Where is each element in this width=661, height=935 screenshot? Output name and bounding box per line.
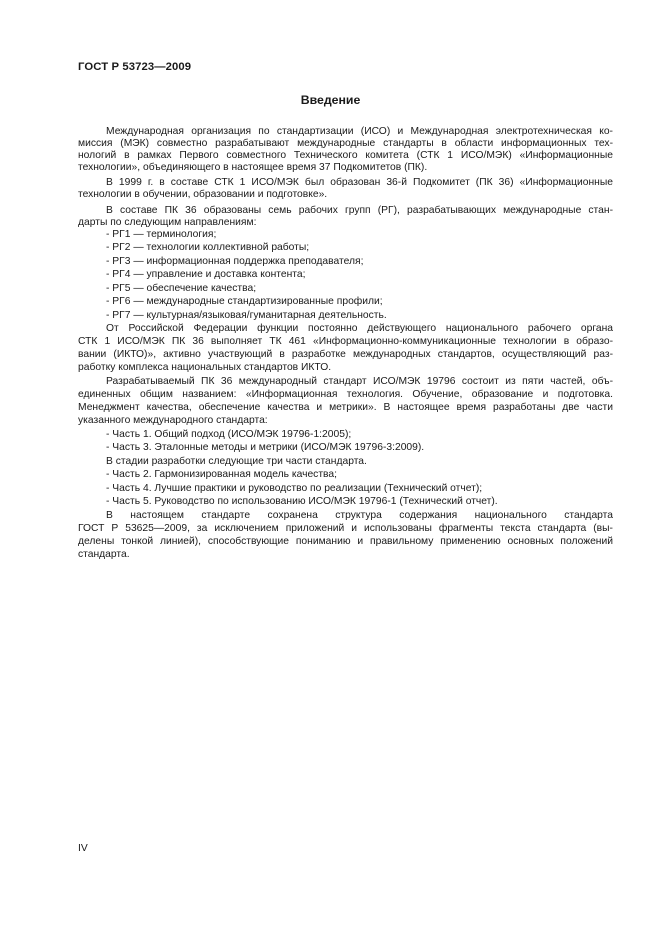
text-line: Международная организация по стандартизации (ИСО) и Международная электротехническая ко- (106, 126, 613, 137)
page-number: IV (78, 843, 88, 854)
list-item: - Часть 3. Эталонные методы и метрики (ИСО/МЭК 19796-3:2009). (106, 442, 425, 453)
text-line: работку комплекса национальных стандартов ИКТО. (78, 362, 332, 373)
text-line: технологии», объединяющего в настоящее время 37 Подкомитетов (ПК). (78, 162, 428, 173)
text-line: вании (ИКТО)», активно участвующий в разработке международных стандартов, осуществляющий раз- (78, 349, 613, 360)
list-item: - РГ6 — международные стандартизированные профили; (106, 296, 383, 307)
text-line: единенных общим названием: «Информационная технология. Обучение, образование и подготовка. (78, 389, 613, 400)
text-line: В настоящем стандарте сохранена структура содержания национального стандарта (106, 510, 613, 521)
list-item: - РГ5 — обеспечение качества; (106, 283, 257, 294)
text-line: ГОСТ Р 53625—2009, за исключением приложений и использованы фрагменты текста стандарта (вы- (78, 523, 613, 534)
list-item: - РГ7 — культурная/языковая/гуманитарная деятельность. (106, 310, 387, 321)
text-line: нологий в рамках Первого совместного Технического комитета (СТК 1 ИСО/МЭК) «Информационные (78, 150, 613, 161)
text-line: миссия (МЭК) совместно разрабатывают международные стандарты в области информационных тех- (78, 138, 613, 149)
text-line: делены тонкой линией), способствующие пониманию и правильному применению основных положений (78, 536, 613, 547)
text-line: указанного международного стандарта: (78, 415, 268, 426)
text-line: дарты по следующим направлениям: (78, 217, 257, 228)
list-item: - Часть 1. Общий подход (ИСО/МЭК 19796-1:2005); (106, 429, 352, 440)
text-line: СТК 1 ИСО/МЭК ПК 36 выполняет ТК 461 «Информационно-коммуникационные технологии в образо- (78, 336, 613, 347)
list-item: - РГ1 — терминология; (106, 229, 217, 240)
list-item: - Часть 5. Руководство по использованию ИСО/МЭК 19796-1 (Технический отчет). (106, 496, 498, 507)
text-line: В составе ПК 36 образованы семь рабочих групп (РГ), разрабатывающих международные стан- (106, 205, 613, 216)
section-title: Введение (300, 93, 361, 107)
list-item: - Часть 2. Гармонизированная модель качества; (106, 469, 337, 480)
list-item: - РГ2 — технологии коллективной работы; (106, 242, 310, 253)
list-item: - Часть 4. Лучшие практики и руководство по реализации (Технический отчет); (106, 483, 483, 494)
list-item: - РГ4 — управление и доставка контента; (106, 269, 306, 280)
text-line: От Российской Федерации функции постоянно действующего национального рабочего органа (106, 323, 613, 334)
list-item: - РГ3 — информационная поддержка преподавателя; (106, 256, 364, 267)
text-line: В 1999 г. в составе СТК 1 ИСО/МЭК был образован 36-й Подкомитет (ПК 36) «Информационные (106, 177, 613, 188)
text-line: стандарта. (78, 549, 130, 560)
text-line: Менеджмент качества, обеспечение качества и метрики». В настоящее время разработаны две части (78, 402, 613, 413)
text-line: Разрабатываемый ПК 36 международный стандарт ИСО/МЭК 19796 состоит из пяти частей, объ- (106, 376, 613, 387)
text-line: В стадии разработки следующие три части стандарта. (106, 456, 367, 467)
text-line: технологии в обучении, образовании и подготовке». (78, 189, 328, 200)
document-header: ГОСТ Р 53723—2009 (78, 61, 192, 73)
